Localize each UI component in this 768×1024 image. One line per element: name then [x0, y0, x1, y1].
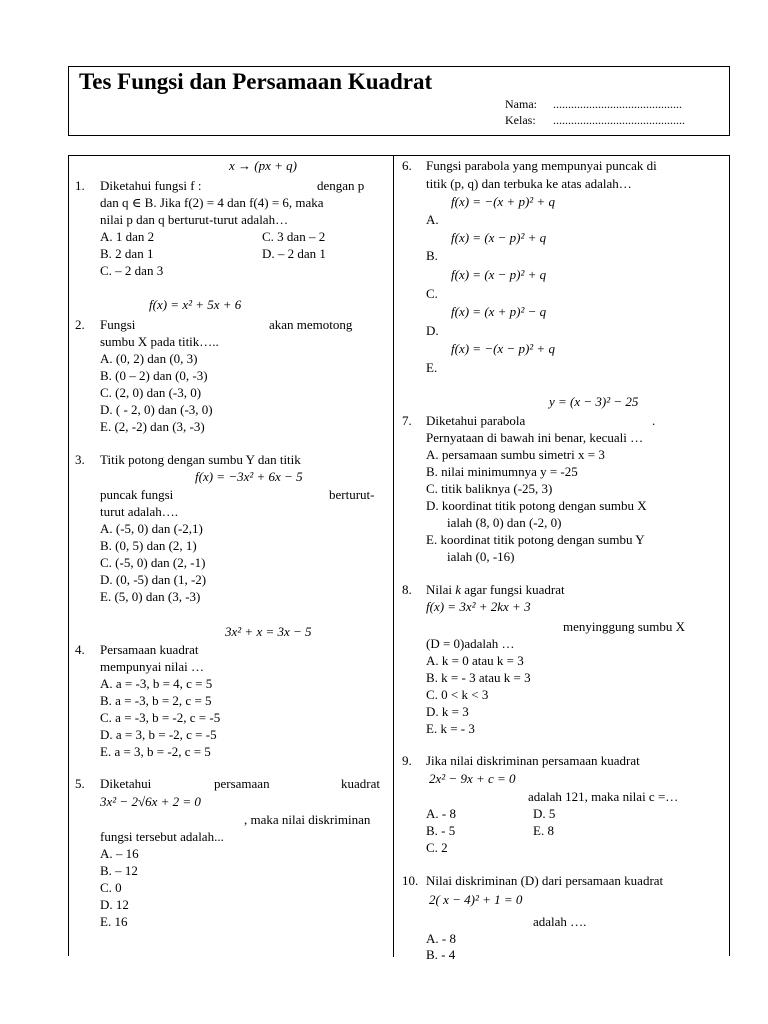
q5-option: B. – 12: [100, 863, 138, 878]
q9-option-d: D. 5: [533, 806, 556, 821]
q2-option: D. ( - 2, 0) dan (-3, 0): [100, 402, 213, 417]
q8-option: D. k = 3: [426, 704, 469, 719]
q7-formula: y = (x − 3)² − 25: [549, 394, 639, 409]
q3-option: D. (0, -5) dan (1, -2): [100, 572, 207, 587]
q6-formula-c: f(x) = (x − p)² + q: [451, 267, 547, 282]
q1-line2: dan q ∈ B. Jika f(2) = 4 dan f(4) = 6, maka: [100, 195, 324, 210]
q8-line2: menyinggung sumbu X: [563, 619, 686, 634]
q6-letter-c: C.: [426, 286, 438, 301]
nama-field: [505, 97, 682, 112]
q7-option: D. koordinat titik potong dengan sumbu X: [426, 498, 647, 513]
q8-line1-a: Nilai: [426, 582, 452, 597]
q9-option-b: B. - 5: [426, 823, 456, 838]
q1-formula: x → (px + q): [229, 158, 297, 173]
q8-option: E. k = - 3: [426, 721, 475, 736]
q10-option-b: B. - 4: [426, 947, 456, 962]
q5-word3: kuadrat: [341, 776, 380, 791]
q1-option-a: A. 1 dan 2: [100, 229, 155, 244]
q10-line1: Nilai diskriminan (D) dari persamaan kuadrat: [426, 873, 664, 888]
q7-line1b: .: [652, 413, 656, 428]
q9-line2: adalah 121, maka nilai c =…: [528, 789, 679, 804]
q3-number: 3.: [75, 452, 85, 467]
q8-number: 8.: [402, 582, 412, 597]
q4-option: A. a = -3, b = 4, c = 5: [100, 676, 213, 691]
q9-option-c: C. 2: [426, 840, 448, 855]
q3-line3: turut adalah….: [100, 504, 178, 519]
q2-option: E. (2, -2) dan (3, -3): [100, 419, 205, 434]
q6-formula-b: f(x) = (x − p)² + q: [451, 230, 547, 245]
q5-word1: Diketahui: [100, 776, 152, 791]
q3-option: B. (0, 5) dan (2, 1): [100, 538, 197, 553]
q1-option-c2: C. – 2 dan 3: [100, 263, 164, 278]
q7-line2: Pernyataan di bawah ini benar, kecuali …: [426, 430, 644, 445]
q6-line1: Fungsi parabola yang mempunyai puncak di: [426, 158, 657, 173]
q2-option: A. (0, 2) dan (0, 3): [100, 351, 198, 366]
nama-label: Nama:: [505, 97, 537, 111]
q6-letter-e: E.: [426, 360, 438, 375]
q4-option: D. a = 3, b = -2, c = -5: [100, 727, 217, 742]
q6-letter-a: A.: [426, 212, 439, 227]
q10-option-a: A. - 8: [426, 931, 456, 946]
q3-formula: f(x) = −3x² + 6x − 5: [195, 469, 303, 484]
q6-line2: titik (p, q) dan terbuka ke atas adalah…: [426, 176, 632, 191]
kelas-dots: ............................................: [553, 113, 685, 127]
q7-option-d-cont: ialah (8, 0) dan (-2, 0): [447, 515, 562, 530]
q10-line2: adalah ….: [533, 914, 587, 929]
q9-line1: Jika nilai diskriminan persamaan kuadrat: [426, 753, 640, 768]
q7-option: C. titik baliknya (-25, 3): [426, 481, 553, 496]
q9-option-e: E. 8: [533, 823, 554, 838]
q5-line3: fungsi tersebut adalah...: [100, 829, 224, 844]
q4-option: B. a = -3, b = 2, c = 5: [100, 693, 212, 708]
q8-line1-b: agar fungsi kuadrat: [464, 582, 565, 597]
q5-option: A. – 16: [100, 846, 139, 861]
q8-line1: [426, 582, 565, 598]
q6-formula-d: f(x) = (x + p)² − q: [451, 304, 547, 319]
header-box: [68, 66, 730, 136]
q7-option: B. nilai minimumnya y = -25: [426, 464, 578, 479]
q1-option-d: D. – 2 dan 1: [262, 246, 326, 261]
q3-option: E. (5, 0) dan (3, -3): [100, 589, 201, 604]
q9-formula: 2x² − 9x + c = 0: [429, 771, 516, 786]
q6-letter-d: D.: [426, 323, 439, 338]
q7-number: 7.: [402, 413, 412, 428]
q10-formula: 2( x − 4)² + 1 = 0: [429, 892, 523, 907]
q6-letter-b: B.: [426, 248, 438, 263]
question-table: [68, 155, 730, 962]
q8-k: k: [455, 582, 462, 597]
column-divider: [393, 156, 394, 957]
q8-option: A. k = 0 atau k = 3: [426, 653, 524, 668]
q5-line2: , maka nilai diskriminan: [244, 812, 371, 827]
kelas-field: [505, 113, 685, 128]
page-title: Tes Fungsi dan Persamaan Kuadrat: [79, 69, 433, 94]
q7-option-e-cont: ialah (0, -16): [447, 549, 515, 564]
q7-line1: Diketahui parabola: [426, 413, 526, 428]
q5-word2: persamaan: [214, 776, 270, 791]
q2-option: C. (2, 0) dan (-3, 0): [100, 385, 202, 400]
q3-line1: Titik potong dengan sumbu Y dan titik: [100, 452, 301, 467]
q5-option: C. 0: [100, 880, 122, 895]
q1-number: 1.: [75, 178, 85, 193]
q10-number: 10.: [402, 873, 419, 888]
nama-dots: ...........................................: [553, 97, 682, 111]
q1-option-b: B. 2 dan 1: [100, 246, 154, 261]
q4-formula: 3x² + x = 3x − 5: [225, 624, 312, 639]
q9-option-a: A. - 8: [426, 806, 456, 821]
kelas-label: Kelas:: [505, 113, 536, 127]
q4-option: C. a = -3, b = -2, c = -5: [100, 710, 221, 725]
q4-line2: mempunyai nilai …: [100, 659, 204, 674]
q5-option: E. 16: [100, 914, 128, 929]
q5-number: 5.: [75, 776, 85, 791]
q3-line2b: berturut-: [329, 487, 375, 502]
q8-line3: (D = 0)adalah …: [426, 636, 515, 651]
q8-option: B. k = - 3 atau k = 3: [426, 670, 531, 685]
q4-line1: Persamaan kuadrat: [100, 642, 199, 657]
q4-option: E. a = 3, b = -2, c = 5: [100, 744, 211, 759]
q8-formula: f(x) = 3x² + 2kx + 3: [426, 599, 531, 614]
q1-option-c: C. 3 dan – 2: [262, 229, 326, 244]
q5-option: D. 12: [100, 897, 129, 912]
q2-line1b: akan memotong: [269, 317, 353, 332]
q7-option: A. persamaan sumbu simetri x = 3: [426, 447, 605, 462]
q2-number: 2.: [75, 317, 85, 332]
q2-formula: f(x) = x² + 5x + 6: [149, 297, 242, 312]
q9-number: 9.: [402, 753, 412, 768]
q6-number: 6.: [402, 158, 412, 173]
q6-formula-a: f(x) = −(x + p)² + q: [451, 194, 555, 209]
q1-line1: Diketahui fungsi f :: [100, 178, 202, 193]
q8-option: C. 0 < k < 3: [426, 687, 489, 702]
q2-option: B. (0 – 2) dan (0, -3): [100, 368, 208, 383]
q2-line1: Fungsi: [100, 317, 136, 332]
q3-option: C. (-5, 0) dan (2, -1): [100, 555, 206, 570]
q6-formula-e: f(x) = −(x − p)² + q: [451, 341, 555, 356]
q2-line2: sumbu X pada titik…..: [100, 334, 219, 349]
q3-line2: puncak fungsi: [100, 487, 174, 502]
q1-line1b: dengan p: [317, 178, 365, 193]
q4-number: 4.: [75, 642, 85, 657]
q1-line3: nilai p dan q berturut-turut adalah…: [100, 212, 289, 227]
q3-option: A. (-5, 0) dan (-2,1): [100, 521, 203, 536]
q7-option: E. koordinat titik potong dengan sumbu Y: [426, 532, 645, 547]
q5-formula: 3x² − 2√6x + 2 = 0: [100, 794, 201, 809]
